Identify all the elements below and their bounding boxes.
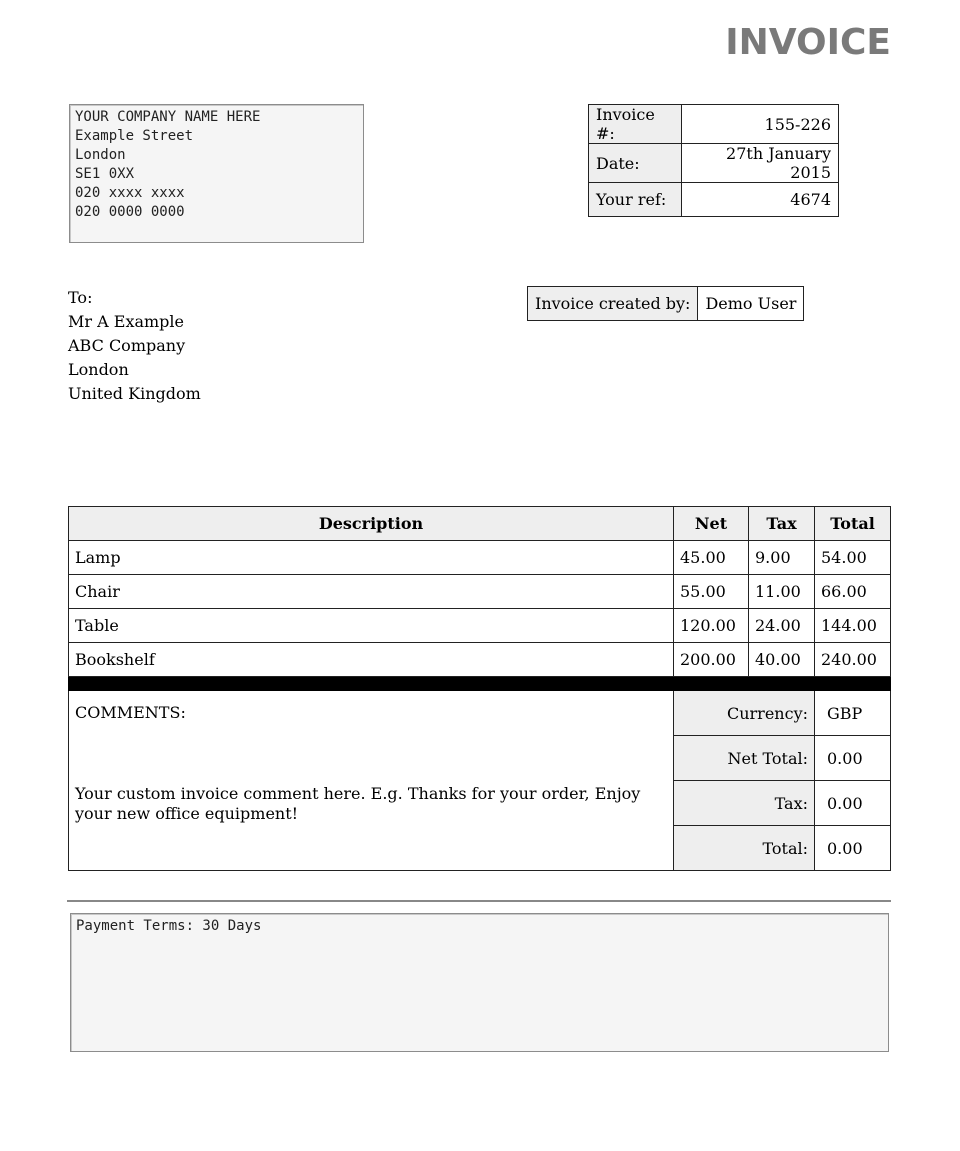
company-line: YOUR COMPANY NAME HERE: [75, 109, 261, 125]
net-total-value: 0.00: [815, 736, 891, 781]
table-separator: [69, 677, 891, 691]
currency-value: GBP: [815, 691, 891, 736]
column-header-description: Description: [69, 507, 674, 541]
invoice-date-value: 27th January 2015: [682, 144, 839, 183]
item-total: 66.00: [815, 575, 891, 609]
company-address-box[interactable]: [69, 104, 364, 243]
invoice-number-value: 155-226: [682, 105, 839, 144]
table-row: [69, 541, 891, 575]
item-description: Lamp: [69, 541, 674, 575]
net-total-label: Net Total:: [674, 736, 815, 781]
creator-label: Invoice created by:: [528, 287, 698, 321]
invoice-title: INVOICE: [725, 22, 891, 63]
item-total: 144.00: [815, 609, 891, 643]
item-tax: 40.00: [749, 643, 815, 677]
grand-total-label: Total:: [674, 826, 815, 871]
summary-row-currency: [69, 691, 891, 736]
invoice-meta-table: [588, 104, 839, 217]
your-ref-row: [589, 183, 839, 217]
item-tax: 24.00: [749, 609, 815, 643]
column-header-tax: Tax: [749, 507, 815, 541]
invoice-number-label: Invoice #:: [589, 105, 682, 144]
creator-name: Demo User: [698, 287, 804, 321]
recipient-line: United Kingdom: [68, 384, 201, 403]
table-row: [69, 575, 891, 609]
item-description: Chair: [69, 575, 674, 609]
your-ref-value: 4674: [682, 183, 839, 217]
comments-label: COMMENTS:: [75, 703, 186, 722]
divider-line: [67, 900, 891, 902]
payment-terms-text: Payment Terms: 30 Days: [76, 918, 262, 934]
recipient-line: London: [68, 360, 129, 379]
item-description: Table: [69, 609, 674, 643]
invoice-date-row: [589, 144, 839, 183]
grand-total-value: 0.00: [815, 826, 891, 871]
tax-total-value: 0.00: [815, 781, 891, 826]
column-header-total: Total: [815, 507, 891, 541]
comments-cell: [69, 691, 674, 871]
table-row: [69, 643, 891, 677]
invoice-date-label: Date:: [589, 144, 682, 183]
item-total: 54.00: [815, 541, 891, 575]
items-header-row: [69, 507, 891, 541]
invoice-number-row: [589, 105, 839, 144]
your-ref-label: Your ref:: [589, 183, 682, 217]
invoice-creator-table: [527, 286, 804, 321]
item-total: 240.00: [815, 643, 891, 677]
item-net: 55.00: [674, 575, 749, 609]
to-label: To:: [68, 288, 93, 307]
company-line: 020 0000 0000: [75, 204, 185, 220]
item-tax: 9.00: [749, 541, 815, 575]
item-description: Bookshelf: [69, 643, 674, 677]
column-header-net: Net: [674, 507, 749, 541]
recipient-line: ABC Company: [68, 336, 186, 355]
item-net: 200.00: [674, 643, 749, 677]
company-line: London: [75, 147, 126, 163]
table-row: [69, 609, 891, 643]
line-items-table: [68, 506, 891, 871]
company-line: Example Street: [75, 128, 194, 144]
company-line: 020 xxxx xxxx: [75, 185, 185, 201]
item-net: 120.00: [674, 609, 749, 643]
tax-total-label: Tax:: [674, 781, 815, 826]
payment-terms-box[interactable]: [70, 913, 889, 1052]
comments-text: Your custom invoice comment here. E.g. Thanks for your order, Enjoy your new office equipment!: [75, 784, 641, 823]
item-tax: 11.00: [749, 575, 815, 609]
recipient-address: [68, 286, 201, 406]
item-net: 45.00: [674, 541, 749, 575]
currency-label: Currency:: [674, 691, 815, 736]
separator-bar: [69, 677, 891, 691]
company-line: SE1 0XX: [75, 166, 135, 182]
recipient-line: Mr A Example: [68, 312, 184, 331]
